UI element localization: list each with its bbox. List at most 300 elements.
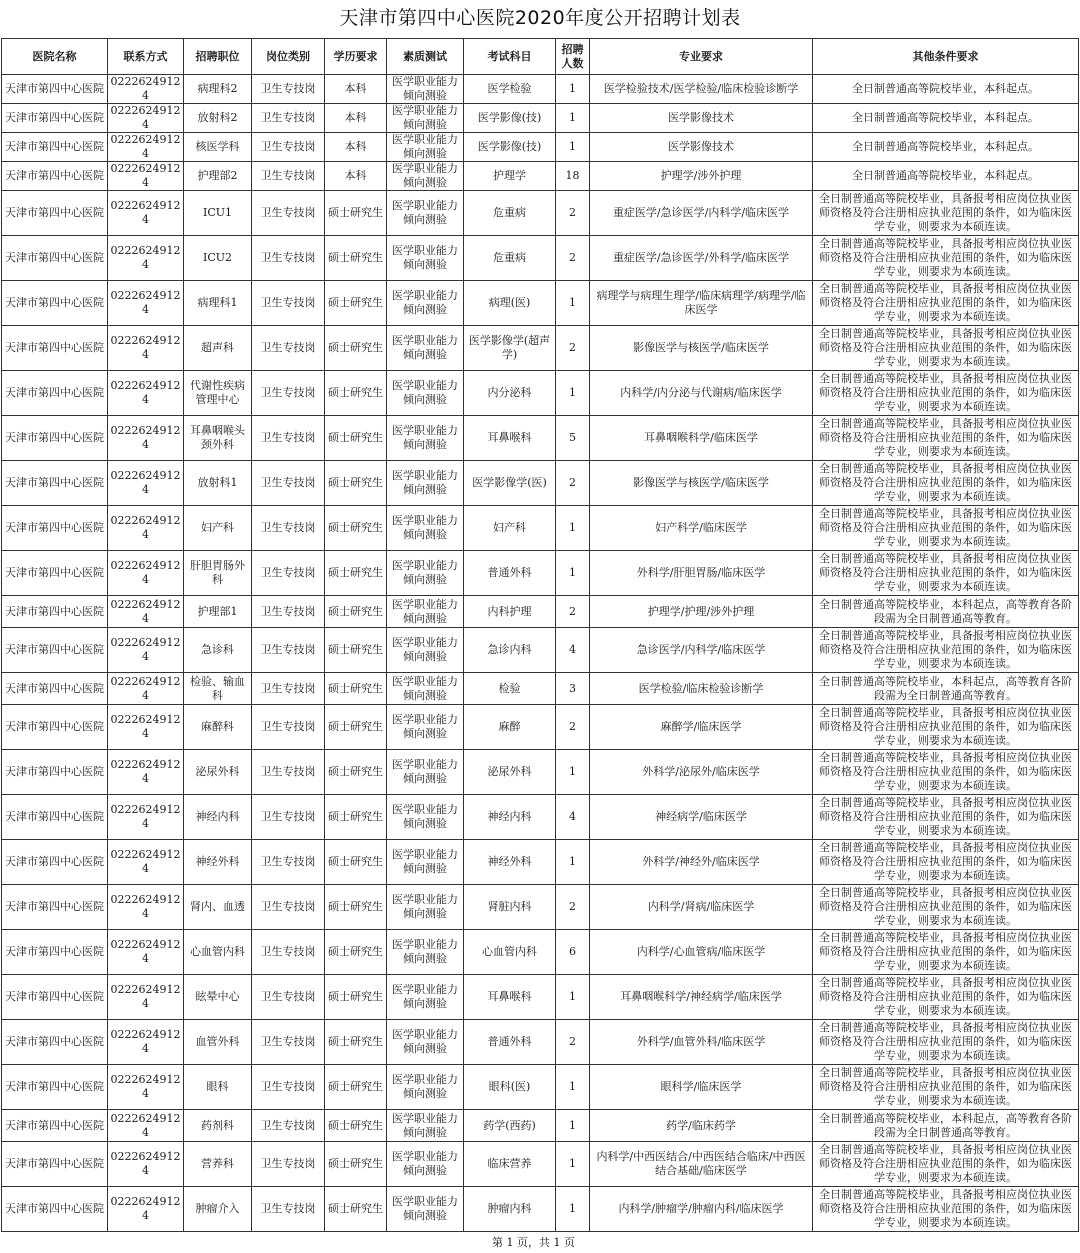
hospital-cell: 天津市第四中心医院	[2, 506, 108, 551]
phone-cell: 02226249124	[108, 596, 184, 628]
category-cell: 卫生专技岗	[252, 236, 325, 281]
table-row	[2, 551, 1079, 596]
table-row	[2, 840, 1079, 885]
subject-cell: 泌尿外科	[464, 750, 556, 795]
subject-cell: 医学影像学(超声学)	[464, 326, 556, 371]
table-row	[2, 281, 1079, 326]
position-cell: 药剂科	[184, 1110, 252, 1142]
education-cell: 硕士研究生	[325, 326, 387, 371]
test-cell: 医学职业能力倾向测验	[387, 750, 464, 795]
other-cell: 全日制普通高等院校毕业，具备报考相应岗位执业医师资格及符合注册相应执业范围的条件，如为临床医学专业，则要求为本硕连读。	[813, 705, 1079, 750]
hospital-cell: 天津市第四中心医院	[2, 281, 108, 326]
page-title: 天津市第四中心医院2020年度公开招聘计划表	[339, 7, 741, 29]
education-cell: 硕士研究生	[325, 885, 387, 930]
major-cell: 药学/临床药学	[590, 1110, 813, 1142]
test-cell: 医学职业能力倾向测验	[387, 705, 464, 750]
position-cell: 肝胆胃肠外科	[184, 551, 252, 596]
count-cell: 1	[556, 104, 590, 133]
hospital-cell: 天津市第四中心医院	[2, 975, 108, 1020]
other-cell: 全日制普通高等院校毕业，本科起点，高等教育各阶段需为全日制普通高等教育。	[813, 673, 1079, 705]
count-cell: 2	[556, 326, 590, 371]
category-cell: 卫生专技岗	[252, 628, 325, 673]
table-row	[2, 416, 1079, 461]
major-cell: 外科学/神经外/临床医学	[590, 840, 813, 885]
count-cell: 18	[556, 162, 590, 191]
test-cell: 医学职业能力倾向测验	[387, 551, 464, 596]
education-cell: 硕士研究生	[325, 551, 387, 596]
education-cell: 硕士研究生	[325, 673, 387, 705]
position-cell: 放射科2	[184, 104, 252, 133]
count-cell: 1	[556, 551, 590, 596]
test-cell: 医学职业能力倾向测验	[387, 596, 464, 628]
subject-cell: 护理学	[464, 162, 556, 191]
subject-cell: 神经外科	[464, 840, 556, 885]
subject-cell: 麻醉	[464, 705, 556, 750]
header-test: 素质测试	[387, 39, 464, 75]
category-cell: 卫生专技岗	[252, 1065, 325, 1110]
hospital-cell: 天津市第四中心医院	[2, 1065, 108, 1110]
table-row	[2, 104, 1079, 133]
phone-cell: 02226249124	[108, 795, 184, 840]
other-cell: 全日制普通高等院校毕业，本科起点。	[813, 104, 1079, 133]
test-cell: 医学职业能力倾向测验	[387, 162, 464, 191]
count-cell: 6	[556, 930, 590, 975]
major-cell: 病理学与病理生理学/临床病理学/病理学/临床医学	[590, 281, 813, 326]
other-cell: 全日制普通高等院校毕业，具备报考相应岗位执业医师资格及符合注册相应执业范围的条件，如为临床医学专业，则要求为本硕连读。	[813, 281, 1079, 326]
major-cell: 内科学/肾病/临床医学	[590, 885, 813, 930]
count-cell: 2	[556, 236, 590, 281]
phone-cell: 02226249124	[108, 416, 184, 461]
major-cell: 内科学/心血管病/临床医学	[590, 930, 813, 975]
subject-cell: 危重病	[464, 236, 556, 281]
position-cell: 眼科	[184, 1065, 252, 1110]
count-cell: 2	[556, 885, 590, 930]
major-cell: 重症医学/急诊医学/内科学/临床医学	[590, 191, 813, 236]
header-category: 岗位类别	[252, 39, 325, 75]
education-cell: 硕士研究生	[325, 705, 387, 750]
subject-cell: 耳鼻喉科	[464, 416, 556, 461]
hospital-cell: 天津市第四中心医院	[2, 673, 108, 705]
table-row	[2, 326, 1079, 371]
count-cell: 2	[556, 191, 590, 236]
category-cell: 卫生专技岗	[252, 795, 325, 840]
position-cell: 营养科	[184, 1142, 252, 1187]
hospital-cell: 天津市第四中心医院	[2, 162, 108, 191]
hospital-cell: 天津市第四中心医院	[2, 795, 108, 840]
hospital-cell: 天津市第四中心医院	[2, 416, 108, 461]
major-cell: 重症医学/急诊医学/外科学/临床医学	[590, 236, 813, 281]
test-cell: 医学职业能力倾向测验	[387, 1065, 464, 1110]
count-cell: 1	[556, 840, 590, 885]
position-cell: 麻醉科	[184, 705, 252, 750]
position-cell: 妇产科	[184, 506, 252, 551]
major-cell: 耳鼻咽喉科学/神经病学/临床医学	[590, 975, 813, 1020]
other-cell: 全日制普通高等院校毕业，具备报考相应岗位执业医师资格及符合注册相应执业范围的条件，如为临床医学专业，则要求为本硕连读。	[813, 551, 1079, 596]
category-cell: 卫生专技岗	[252, 596, 325, 628]
phone-cell: 02226249124	[108, 506, 184, 551]
table-row	[2, 371, 1079, 416]
count-cell: 1	[556, 750, 590, 795]
hospital-cell: 天津市第四中心医院	[2, 628, 108, 673]
test-cell: 医学职业能力倾向测验	[387, 795, 464, 840]
category-cell: 卫生专技岗	[252, 705, 325, 750]
phone-cell: 02226249124	[108, 133, 184, 162]
table-row	[2, 133, 1079, 162]
other-cell: 全日制普通高等院校毕业，具备报考相应岗位执业医师资格及符合注册相应执业范围的条件，如为临床医学专业，则要求为本硕连读。	[813, 1065, 1079, 1110]
test-cell: 医学职业能力倾向测验	[387, 930, 464, 975]
test-cell: 医学职业能力倾向测验	[387, 104, 464, 133]
table-row	[2, 628, 1079, 673]
education-cell: 硕士研究生	[325, 795, 387, 840]
phone-cell: 02226249124	[108, 1110, 184, 1142]
other-cell: 全日制普通高等院校毕业，具备报考相应岗位执业医师资格及符合注册相应执业范围的条件，如为临床医学专业，则要求为本硕连读。	[813, 628, 1079, 673]
hospital-cell: 天津市第四中心医院	[2, 596, 108, 628]
category-cell: 卫生专技岗	[252, 750, 325, 795]
major-cell: 医学检验技术/医学检验/临床检验诊断学	[590, 75, 813, 104]
other-cell: 全日制普通高等院校毕业，具备报考相应岗位执业医师资格及符合注册相应执业范围的条件，如为临床医学专业，则要求为本硕连读。	[813, 371, 1079, 416]
other-cell: 全日制普通高等院校毕业，具备报考相应岗位执业医师资格及符合注册相应执业范围的条件，如为临床医学专业，则要求为本硕连读。	[813, 750, 1079, 795]
position-cell: 检验、输血科	[184, 673, 252, 705]
header-hospital: 医院名称	[2, 39, 108, 75]
test-cell: 医学职业能力倾向测验	[387, 975, 464, 1020]
education-cell: 硕士研究生	[325, 596, 387, 628]
phone-cell: 02226249124	[108, 705, 184, 750]
hospital-cell: 天津市第四中心医院	[2, 551, 108, 596]
position-cell: 代谢性疾病管理中心	[184, 371, 252, 416]
education-cell: 本科	[325, 75, 387, 104]
education-cell: 硕士研究生	[325, 236, 387, 281]
phone-cell: 02226249124	[108, 104, 184, 133]
phone-cell: 02226249124	[108, 840, 184, 885]
other-cell: 全日制普通高等院校毕业，具备报考相应岗位执业医师资格及符合注册相应执业范围的条件，如为临床医学专业，则要求为本硕连读。	[813, 236, 1079, 281]
category-cell: 卫生专技岗	[252, 506, 325, 551]
phone-cell: 02226249124	[108, 281, 184, 326]
major-cell: 妇产科学/临床医学	[590, 506, 813, 551]
subject-cell: 医学影像(技)	[464, 133, 556, 162]
subject-cell: 药学(西药)	[464, 1110, 556, 1142]
category-cell: 卫生专技岗	[252, 133, 325, 162]
count-cell: 4	[556, 795, 590, 840]
count-cell: 4	[556, 628, 590, 673]
test-cell: 医学职业能力倾向测验	[387, 371, 464, 416]
count-cell: 3	[556, 673, 590, 705]
subject-cell: 内科护理	[464, 596, 556, 628]
phone-cell: 02226249124	[108, 371, 184, 416]
position-cell: ICU2	[184, 236, 252, 281]
table-row	[2, 75, 1079, 104]
hospital-cell: 天津市第四中心医院	[2, 191, 108, 236]
category-cell: 卫生专技岗	[252, 840, 325, 885]
major-cell: 护理学/涉外护理	[590, 162, 813, 191]
hospital-cell: 天津市第四中心医院	[2, 885, 108, 930]
test-cell: 医学职业能力倾向测验	[387, 236, 464, 281]
category-cell: 卫生专技岗	[252, 461, 325, 506]
count-cell: 1	[556, 133, 590, 162]
table-row	[2, 596, 1079, 628]
other-cell: 全日制普通高等院校毕业，具备报考相应岗位执业医师资格及符合注册相应执业范围的条件，如为临床医学专业，则要求为本硕连读。	[813, 885, 1079, 930]
table-row	[2, 236, 1079, 281]
other-cell: 全日制普通高等院校毕业，具备报考相应岗位执业医师资格及符合注册相应执业范围的条件，如为临床医学专业，则要求为本硕连读。	[813, 506, 1079, 551]
major-cell: 耳鼻咽喉科学/临床医学	[590, 416, 813, 461]
other-cell: 全日制普通高等院校毕业，具备报考相应岗位执业医师资格及符合注册相应执业范围的条件，如为临床医学专业，则要求为本硕连读。	[813, 326, 1079, 371]
other-cell: 全日制普通高等院校毕业，具备报考相应岗位执业医师资格及符合注册相应执业范围的条件，如为临床医学专业，则要求为本硕连读。	[813, 191, 1079, 236]
count-cell: 5	[556, 416, 590, 461]
count-cell: 1	[556, 506, 590, 551]
test-cell: 医学职业能力倾向测验	[387, 885, 464, 930]
other-cell: 全日制普通高等院校毕业，具备报考相应岗位执业医师资格及符合注册相应执业范围的条件，如为临床医学专业，则要求为本硕连读。	[813, 416, 1079, 461]
phone-cell: 02226249124	[108, 191, 184, 236]
count-cell: 2	[556, 1020, 590, 1065]
count-cell: 1	[556, 1187, 590, 1232]
position-cell: 神经内科	[184, 795, 252, 840]
page-footer: 第 1 页，共 1 页	[492, 1236, 575, 1249]
education-cell: 硕士研究生	[325, 1142, 387, 1187]
phone-cell: 02226249124	[108, 885, 184, 930]
subject-cell: 心血管内科	[464, 930, 556, 975]
subject-cell: 普通外科	[464, 1020, 556, 1065]
subject-cell: 肾脏内科	[464, 885, 556, 930]
test-cell: 医学职业能力倾向测验	[387, 416, 464, 461]
table-row	[2, 750, 1079, 795]
education-cell: 硕士研究生	[325, 1065, 387, 1110]
position-cell: 心血管内科	[184, 930, 252, 975]
count-cell: 2	[556, 705, 590, 750]
subject-cell: 耳鼻喉科	[464, 975, 556, 1020]
hospital-cell: 天津市第四中心医院	[2, 1142, 108, 1187]
education-cell: 硕士研究生	[325, 506, 387, 551]
hospital-cell: 天津市第四中心医院	[2, 1110, 108, 1142]
hospital-cell: 天津市第四中心医院	[2, 750, 108, 795]
other-cell: 全日制普通高等院校毕业，本科起点。	[813, 133, 1079, 162]
count-cell: 1	[556, 1065, 590, 1110]
phone-cell: 02226249124	[108, 1142, 184, 1187]
education-cell: 硕士研究生	[325, 1187, 387, 1232]
table-row	[2, 506, 1079, 551]
education-cell: 硕士研究生	[325, 371, 387, 416]
test-cell: 医学职业能力倾向测验	[387, 506, 464, 551]
header-education: 学历要求	[325, 39, 387, 75]
position-cell: 急诊科	[184, 628, 252, 673]
position-cell: 护理部2	[184, 162, 252, 191]
count-cell: 1	[556, 371, 590, 416]
category-cell: 卫生专技岗	[252, 281, 325, 326]
phone-cell: 02226249124	[108, 1187, 184, 1232]
major-cell: 麻醉学/临床医学	[590, 705, 813, 750]
major-cell: 外科学/泌尿外/临床医学	[590, 750, 813, 795]
major-cell: 外科学/肝胆胃肠/临床医学	[590, 551, 813, 596]
test-cell: 医学职业能力倾向测验	[387, 326, 464, 371]
other-cell: 全日制普通高等院校毕业，具备报考相应岗位执业医师资格及符合注册相应执业范围的条件，如为临床医学专业，则要求为本硕连读。	[813, 930, 1079, 975]
hospital-cell: 天津市第四中心医院	[2, 236, 108, 281]
major-cell: 内科学/中西医结合/中西医结合临床/中西医结合基础/临床医学	[590, 1142, 813, 1187]
test-cell: 医学职业能力倾向测验	[387, 1187, 464, 1232]
header-major: 专业要求	[590, 39, 813, 75]
major-cell: 护理学/护理/涉外护理	[590, 596, 813, 628]
other-cell: 全日制普通高等院校毕业，具备报考相应岗位执业医师资格及符合注册相应执业范围的条件，如为临床医学专业，则要求为本硕连读。	[813, 840, 1079, 885]
table-row	[2, 1142, 1079, 1187]
position-cell: 放射科1	[184, 461, 252, 506]
major-cell: 神经病学/临床医学	[590, 795, 813, 840]
other-cell: 全日制普通高等院校毕业，本科起点，高等教育各阶段需为全日制普通高等教育。	[813, 1110, 1079, 1142]
category-cell: 卫生专技岗	[252, 975, 325, 1020]
category-cell: 卫生专技岗	[252, 551, 325, 596]
header-other: 其他条件要求	[813, 39, 1079, 75]
count-cell: 1	[556, 1142, 590, 1187]
major-cell: 内科学/肿瘤学/肿瘤内科/临床医学	[590, 1187, 813, 1232]
education-cell: 硕士研究生	[325, 416, 387, 461]
phone-cell: 02226249124	[108, 930, 184, 975]
phone-cell: 02226249124	[108, 461, 184, 506]
category-cell: 卫生专技岗	[252, 371, 325, 416]
table-row	[2, 1187, 1079, 1232]
other-cell: 全日制普通高等院校毕业，具备报考相应岗位执业医师资格及符合注册相应执业范围的条件，如为临床医学专业，则要求为本硕连读。	[813, 1020, 1079, 1065]
table-row	[2, 885, 1079, 930]
test-cell: 医学职业能力倾向测验	[387, 461, 464, 506]
education-cell: 本科	[325, 104, 387, 133]
category-cell: 卫生专技岗	[252, 191, 325, 236]
education-cell: 本科	[325, 162, 387, 191]
subject-cell: 医学影像(技)	[464, 104, 556, 133]
header-position: 招聘职位	[184, 39, 252, 75]
position-cell: 泌尿外科	[184, 750, 252, 795]
other-cell: 全日制普通高等院校毕业，本科起点。	[813, 75, 1079, 104]
phone-cell: 02226249124	[108, 1020, 184, 1065]
education-cell: 硕士研究生	[325, 975, 387, 1020]
major-cell: 医学影像技术	[590, 104, 813, 133]
phone-cell: 02226249124	[108, 75, 184, 104]
table-row	[2, 975, 1079, 1020]
table-row	[2, 162, 1079, 191]
category-cell: 卫生专技岗	[252, 930, 325, 975]
position-cell: 病理科1	[184, 281, 252, 326]
education-cell: 硕士研究生	[325, 461, 387, 506]
education-cell: 硕士研究生	[325, 840, 387, 885]
major-cell: 影像医学与核医学/临床医学	[590, 461, 813, 506]
subject-cell: 临床营养	[464, 1142, 556, 1187]
count-cell: 1	[556, 1110, 590, 1142]
hospital-cell: 天津市第四中心医院	[2, 1020, 108, 1065]
table-row	[2, 705, 1079, 750]
category-cell: 卫生专技岗	[252, 1142, 325, 1187]
table-row	[2, 461, 1079, 506]
table-body	[2, 75, 1079, 1232]
major-cell: 影像医学与核医学/临床医学	[590, 326, 813, 371]
test-cell: 医学职业能力倾向测验	[387, 628, 464, 673]
hospital-cell: 天津市第四中心医院	[2, 104, 108, 133]
phone-cell: 02226249124	[108, 236, 184, 281]
hospital-cell: 天津市第四中心医院	[2, 461, 108, 506]
position-cell: 肾内、血透	[184, 885, 252, 930]
table-header-row	[2, 39, 1079, 75]
phone-cell: 02226249124	[108, 551, 184, 596]
phone-cell: 02226249124	[108, 1065, 184, 1110]
education-cell: 硕士研究生	[325, 281, 387, 326]
subject-cell: 神经内科	[464, 795, 556, 840]
subject-cell: 眼科(医)	[464, 1065, 556, 1110]
education-cell: 硕士研究生	[325, 628, 387, 673]
table-row	[2, 1020, 1079, 1065]
education-cell: 硕士研究生	[325, 750, 387, 795]
header-count: 招聘人数	[556, 39, 590, 75]
subject-cell: 急诊内科	[464, 628, 556, 673]
subject-cell: 普通外科	[464, 551, 556, 596]
hospital-cell: 天津市第四中心医院	[2, 133, 108, 162]
table-row	[2, 930, 1079, 975]
position-cell: 病理科2	[184, 75, 252, 104]
test-cell: 医学职业能力倾向测验	[387, 1142, 464, 1187]
education-cell: 硕士研究生	[325, 1110, 387, 1142]
category-cell: 卫生专技岗	[252, 75, 325, 104]
table-row	[2, 191, 1079, 236]
phone-cell: 02226249124	[108, 162, 184, 191]
recruitment-plan-table	[1, 38, 1079, 1232]
hospital-cell: 天津市第四中心医院	[2, 705, 108, 750]
major-cell: 医学影像技术	[590, 133, 813, 162]
major-cell: 急诊医学/内科学/临床医学	[590, 628, 813, 673]
hospital-cell: 天津市第四中心医院	[2, 840, 108, 885]
major-cell: 眼科学/临床医学	[590, 1065, 813, 1110]
header-phone: 联系方式	[108, 39, 184, 75]
category-cell: 卫生专技岗	[252, 416, 325, 461]
subject-cell: 医学影像学(医)	[464, 461, 556, 506]
hospital-cell: 天津市第四中心医院	[2, 930, 108, 975]
other-cell: 全日制普通高等院校毕业，本科起点，高等教育各阶段需为全日制普通高等教育。	[813, 596, 1079, 628]
category-cell: 卫生专技岗	[252, 885, 325, 930]
count-cell: 1	[556, 975, 590, 1020]
major-cell: 医学检验/临床检验诊断学	[590, 673, 813, 705]
count-cell: 2	[556, 596, 590, 628]
hospital-cell: 天津市第四中心医院	[2, 1187, 108, 1232]
phone-cell: 02226249124	[108, 628, 184, 673]
category-cell: 卫生专技岗	[252, 673, 325, 705]
category-cell: 卫生专技岗	[252, 1110, 325, 1142]
other-cell: 全日制普通高等院校毕业，具备报考相应岗位执业医师资格及符合注册相应执业范围的条件，如为临床医学专业，则要求为本硕连读。	[813, 975, 1079, 1020]
test-cell: 医学职业能力倾向测验	[387, 1020, 464, 1065]
position-cell: ICU1	[184, 191, 252, 236]
other-cell: 全日制普通高等院校毕业，具备报考相应岗位执业医师资格及符合注册相应执业范围的条件，如为临床医学专业，则要求为本硕连读。	[813, 1142, 1079, 1187]
position-cell: 超声科	[184, 326, 252, 371]
table-row	[2, 673, 1079, 705]
position-cell: 眩晕中心	[184, 975, 252, 1020]
test-cell: 医学职业能力倾向测验	[387, 191, 464, 236]
category-cell: 卫生专技岗	[252, 104, 325, 133]
education-cell: 硕士研究生	[325, 191, 387, 236]
count-cell: 1	[556, 281, 590, 326]
phone-cell: 02226249124	[108, 750, 184, 795]
test-cell: 医学职业能力倾向测验	[387, 673, 464, 705]
other-cell: 全日制普通高等院校毕业，本科起点。	[813, 162, 1079, 191]
subject-cell: 危重病	[464, 191, 556, 236]
category-cell: 卫生专技岗	[252, 162, 325, 191]
education-cell: 硕士研究生	[325, 1020, 387, 1065]
test-cell: 医学职业能力倾向测验	[387, 281, 464, 326]
category-cell: 卫生专技岗	[252, 1020, 325, 1065]
phone-cell: 02226249124	[108, 975, 184, 1020]
subject-cell: 医学检验	[464, 75, 556, 104]
phone-cell: 02226249124	[108, 673, 184, 705]
position-cell: 护理部1	[184, 596, 252, 628]
hospital-cell: 天津市第四中心医院	[2, 75, 108, 104]
position-cell: 肿瘤介入	[184, 1187, 252, 1232]
position-cell: 血管外科	[184, 1020, 252, 1065]
header-subject: 考试科目	[464, 39, 556, 75]
other-cell: 全日制普通高等院校毕业，具备报考相应岗位执业医师资格及符合注册相应执业范围的条件，如为临床医学专业，则要求为本硕连读。	[813, 461, 1079, 506]
other-cell: 全日制普通高等院校毕业，具备报考相应岗位执业医师资格及符合注册相应执业范围的条件，如为临床医学专业，则要求为本硕连读。	[813, 1187, 1079, 1232]
education-cell: 本科	[325, 133, 387, 162]
education-cell: 硕士研究生	[325, 930, 387, 975]
table-row	[2, 1065, 1079, 1110]
table-row	[2, 795, 1079, 840]
